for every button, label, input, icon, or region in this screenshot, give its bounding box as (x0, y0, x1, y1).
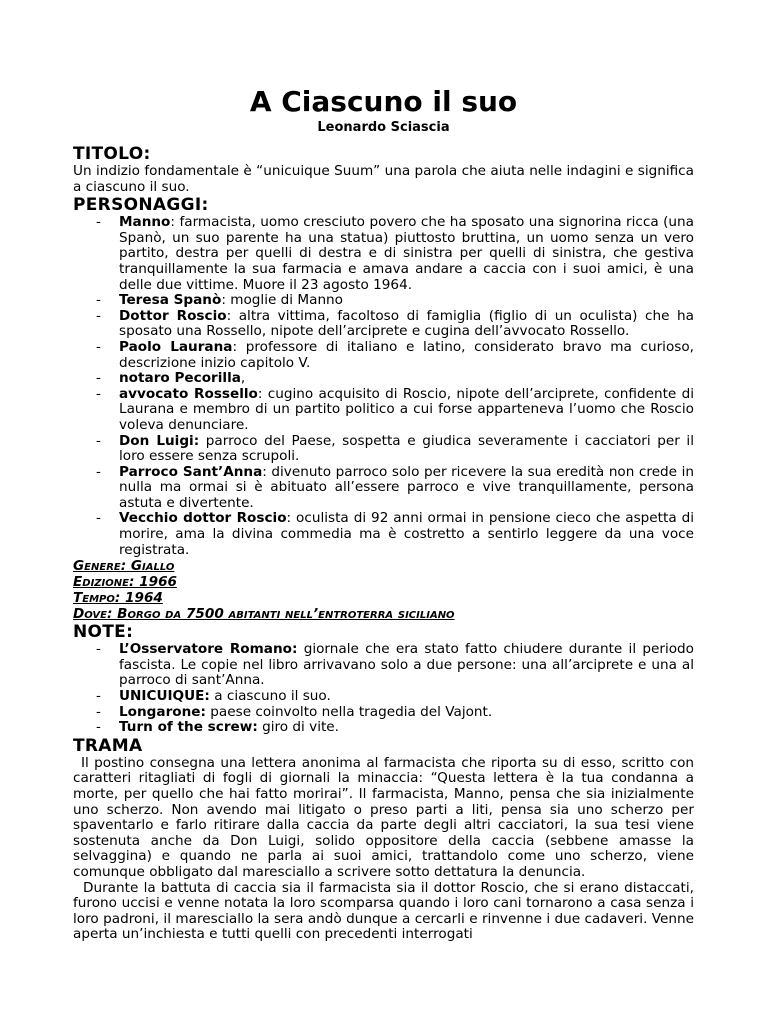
list-item: - notaro Pecorilla, (96, 370, 246, 387)
list-item: - Dottor Roscio: altra vittima, facoltoso di famiglia (figlio di un oculista) che ha sposato una Rossello, nipote dell’arciprete e cugina dell’avvocato Rossello. (96, 307, 694, 340)
document-author: Leonardo Sciascia (317, 120, 450, 135)
trama-paragraph-2: Durante la battuta di caccia sia il farmacista sia il dottor Roscio, che si erano distaccati, furono uccisi e venne notata la loro scomparsa quando i loro cani tornarono a casa senza i loro padroni, il maresciallo la sera andò dunque a cercarli e rinvenne i due cadaveri. Venne aperta un’inchiesta e tutti quelli con precedenti interrogati (73, 879, 694, 943)
trama-paragraph-1: Il postino consegna una lettera anonima al farmacista che riporta su di esso, scritto con caratteri ritagliati di fogli di giornali la minaccia: “Questa lettera è la tua condanna a morte, per quello che hai fatto morirai”. Il farmacista, Manno, pensa che sia inizialmente uno scherzo. Non avendo mai litigato o preso parti a liti, pensa sia uno scherzo per spaventarlo e farlo ritirare dalla caccia da parte degli altri cacciatori, la sua tesi viene sostenuta anche da Don Luigi, solido oppositore della caccia (sebbene amasse la selvaggina) e quando ne parla ai suoi amici, trattandolo come uno scherzo, viene comunque obbligato dal maresciallo a scrivere sotto dettatura la denuncia. (73, 754, 694, 880)
list-item: - UNICUIQUE: a ciascuno il suo. (96, 688, 331, 705)
list-item: - Teresa Spanò: moglie di Manno (96, 292, 343, 309)
list-item: - Parroco Sant’Anna: divenuto parroco solo per ricevere la sua eredità non crede in nulla ma ormai si è abituato all’essere parroco e vive tranquillamente, persona astuta e divertente. (96, 463, 694, 511)
section-heading-note: NOTE: (73, 622, 134, 643)
titolo-paragraph: Un indizio fondamentale è “unicuique Suum” una parola che aiuta nelle indagini e significa a ciascuno il suo. (73, 163, 694, 195)
section-heading-trama: TRAMA (73, 735, 143, 756)
list-item: - Paolo Laurana: professore di italiano e latino, considerato bravo ma curioso, descrizione inizio capitolo V. (96, 338, 694, 371)
list-item: - L’Osservatore Romano: giornale che era stato fatto chiudere durante il periodo fascista. Le copie nel libro arrivavano solo a due persone: una all’arciprete e una al parroco di sant’Anna. (96, 641, 694, 689)
note-list (73, 642, 694, 736)
document-title: A Ciascuno il suo (249, 85, 518, 118)
section-heading-titolo: TITOLO: (73, 144, 151, 164)
list-item: - Vecchio dottor Roscio: oculista di 92 anni ormai in pensione cieco che aspetta di morire, ama la divina commedia ma è costretto a sentirlo leggere da una voce registrata. (96, 510, 694, 558)
meta-genere: Genere: Giallo (73, 558, 175, 575)
meta-dove: Dove: Borgo da 7500 abitanti nell’entroterra siciliano (73, 606, 455, 623)
list-item: - Manno: farmacista, uomo cresciuto povero che ha sposato una signorina ricca (una Spanò, un suo parente ha una statua) piuttosto bruttina, un uomo senza un vero partito, destra per quelli di destra e di sinistra per quelli di sinistra, che gestiva tranquillamente la sua farmacia e amava andare a caccia con i suoi amici, è una delle due vittime. Muore il 23 agosto 1964. (96, 214, 694, 293)
document-page (73, 84, 694, 943)
meta-tempo: Tempo: 1964 (73, 590, 163, 607)
personaggi-list (73, 215, 694, 558)
list-item: - Turn of the screw: giro di vite. (96, 719, 339, 736)
list-item: - Don Luigi: parroco del Paese, sospetta e giudica severamente i cacciatori per il loro essere senza scrupoli. (96, 432, 694, 465)
section-heading-personaggi: PERSONAGGI: (73, 195, 209, 216)
list-item: - avvocato Rossello: cugino acquisito di Roscio, nipote dell’arciprete, confidente di Laurana e membro di un partito politico a cui forse apparteneva l’uomo che Roscio voleva denunciare. (96, 385, 694, 433)
list-item: - Longarone: paese coinvolto nella tragedia del Vajont. (96, 703, 493, 720)
meta-edizione: Edizione: 1966 (73, 574, 177, 591)
